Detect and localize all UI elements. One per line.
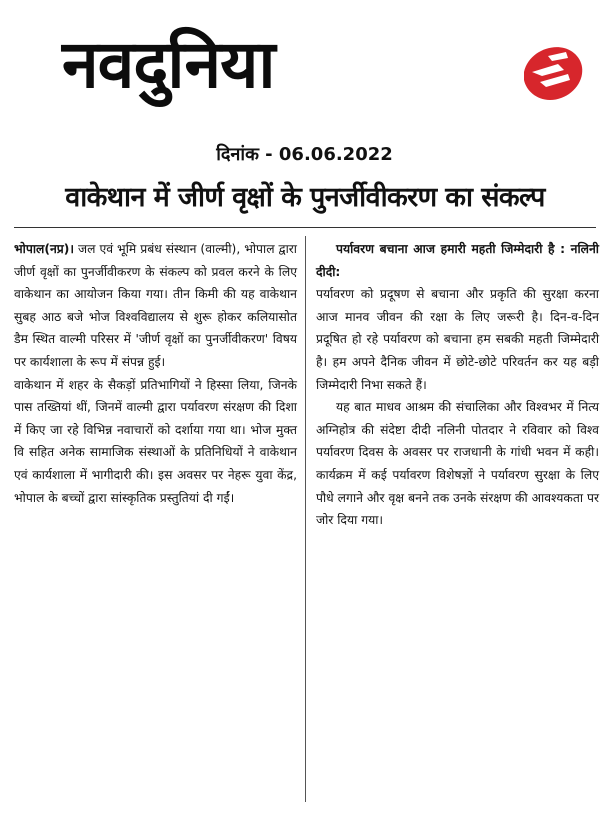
newspaper-title: नवदुनिया [62, 26, 275, 103]
right-paragraph-2: यह बात माधव आश्रम की संचालिका और विश्वभर में नित्य अग्निहोत्र की संदेष्टा दीदी नलिनी पोतदार ने रविवार को विश्व पर्यावरण दिवस के अवसर पर राजधानी के गांधी भवन में कही। कार्यक्रम में कई पर्यावरण विशेषज्ञों ने पर्यावरण सुरक्षा के लिए पौधे लगाने और वृक्ष बनने तक उनके संरक्षण की आवश्यकता पर जोर दिया गया। [316, 400, 599, 528]
left-paragraph-1-text: जल एवं भूमि प्रबंध संस्थान (वाल्मी), भोपाल द्वारा जीर्ण वृक्षों का पुनर्जीवीकरण के संकल्प को प्रवल करने के लिए वाकेथान का आयोजन किया गया। तीन किमी की यह वाकेथान सुबह आठ बजे भोज विश्वविद्यालय से शुरू होकर कलियासोत डैम स्थित वाल्मी परिसर में 'जीर्ण वृक्षों का पुनर्जीवीकरण' विषय पर कार्यशाला के रूप में संपन्न हुई। [14, 242, 297, 369]
publication-date: दिनांक - 06.06.2022 [216, 144, 393, 165]
article-right-column [316, 238, 599, 532]
article-headline: वाकेथान में जीर्ण वृक्षों के पुनर्जीवीकरण का संकल्प [65, 182, 545, 213]
right-paragraph-1: पर्यावरण को प्रदूषण से बचाना और प्रकृति की सुरक्षा करना आज मानव जीवन की रक्षा के लिए जरूरी है। दिन-व-दिन प्रदूषित हो रहे पर्यावरण को बचाना हम सबकी महती जिम्मेदारी है। हम अपने दैनिक जीवन में छोटे-छोटे परिवर्तन कर यह बड़ी जिम्मेदारी निभा सकते हैं। [316, 287, 599, 392]
masthead [40, 22, 600, 110]
article-left-column [14, 238, 297, 509]
article-dateline: भोपाल(नप्र)। [14, 242, 75, 256]
left-paragraph-2: वाकेथान में शहर के सैकड़ों प्रतिभागियों ने हिस्सा लिया, जिनके पास तख्तियां थीं, जिनमें वाल्मी द्वारा पर्यावरण संरक्षण की दिशा में किए जा रहे विभिन्न नवाचारों को दर्शाया गया था। भोज मुक्त वि सहित अनेक सामाजिक संस्थाओं के प्रतिनिधियों ने वाकेथान एवं कार्यशाला में भागीदारी की। इस अवसर पर नेहरू युवा केंद्र, भोपाल के बच्चों द्वारा सांस्कृतिक प्रस्तुतियां दी गईं। [14, 377, 297, 505]
left-paragraph-1 [14, 238, 297, 374]
column-divider [305, 236, 306, 802]
article-subhead: पर्यावरण बचाना आज हमारी महती जिम्मेदारी है : नलिनी दीदी: [316, 242, 599, 279]
headline-divider [14, 227, 596, 228]
brand-logo-icon [518, 42, 586, 104]
